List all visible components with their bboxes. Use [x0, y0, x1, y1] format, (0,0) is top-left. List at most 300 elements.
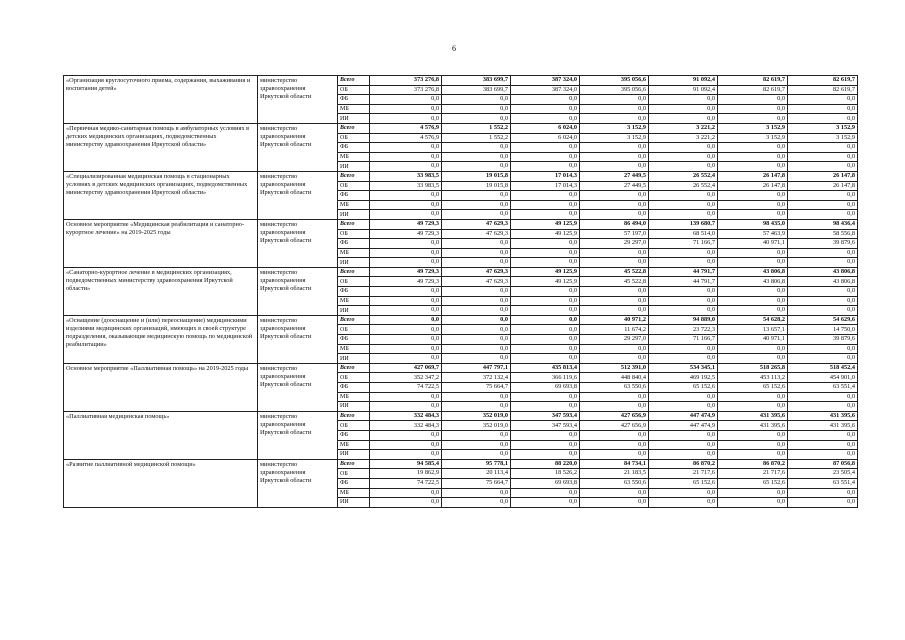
- funding-value: 40 971,2: [580, 315, 649, 325]
- funding-value: 352 019,0: [442, 411, 511, 421]
- funding-value: 0,0: [511, 143, 580, 153]
- funding-value: 0,0: [788, 95, 858, 105]
- activity-name: «Организация круглосуточного приема, содержания, выхаживания и воспитания детей»: [64, 76, 258, 124]
- responsible-executor: министерство здравоохранения Иркутской области: [258, 219, 338, 267]
- funding-value: 0,0: [370, 210, 442, 220]
- funding-value: 0,0: [511, 258, 580, 268]
- funding-value: 0,0: [718, 114, 788, 124]
- funding-value: 0,0: [442, 239, 511, 249]
- funding-value: 512 391,0: [580, 363, 649, 373]
- responsible-executor: министерство здравоохранения Иркутской области: [258, 363, 338, 411]
- funding-value: 0,0: [580, 392, 649, 402]
- funding-value: 0,0: [718, 392, 788, 402]
- funding-source: ОБ: [338, 373, 370, 383]
- funding-value: 431 395,6: [788, 421, 858, 431]
- funding-value: 71 166,7: [649, 239, 718, 249]
- funding-value: 47 629,3: [442, 219, 511, 229]
- activity-name: «Развитие паллиативной медицинской помощи»: [64, 459, 258, 507]
- funding-value: 39 879,6: [788, 335, 858, 345]
- funding-value: 366 119,6: [511, 373, 580, 383]
- funding-value: 91 092,4: [649, 85, 718, 95]
- funding-value: 454 901,0: [788, 373, 858, 383]
- funding-value: 4 576,9: [370, 123, 442, 133]
- funding-value: 0,0: [649, 104, 718, 114]
- funding-value: 0,0: [649, 498, 718, 508]
- funding-value: 0,0: [718, 162, 788, 172]
- funding-value: 82 619,7: [788, 76, 858, 86]
- funding-source: ФБ: [338, 287, 370, 297]
- funding-value: 0,0: [788, 200, 858, 210]
- funding-source: ФБ: [338, 383, 370, 393]
- funding-value: 3 152,9: [788, 123, 858, 133]
- funding-value: 54 628,2: [718, 315, 788, 325]
- budget-table: [63, 75, 858, 508]
- funding-value: 0,0: [788, 104, 858, 114]
- activity-name: «Специализированная медицинская помощь в стационарных условиях в детских медицинских организациях, подведомственных министерству здравоохранения Иркутской области»: [64, 171, 258, 219]
- funding-value: 0,0: [370, 335, 442, 345]
- funding-value: 0,0: [442, 325, 511, 335]
- funding-value: 0,0: [788, 450, 858, 460]
- funding-value: 0,0: [788, 248, 858, 258]
- funding-value: 3 152,9: [580, 133, 649, 143]
- funding-value: 54 629,6: [788, 315, 858, 325]
- funding-value: 431 395,6: [718, 411, 788, 421]
- funding-source: МБ: [338, 248, 370, 258]
- funding-source: МБ: [338, 488, 370, 498]
- funding-source: ОБ: [338, 277, 370, 287]
- funding-value: 0,0: [442, 200, 511, 210]
- funding-source: ФБ: [338, 143, 370, 153]
- funding-value: 0,0: [649, 344, 718, 354]
- funding-value: 0,0: [580, 450, 649, 460]
- funding-value: 0,0: [580, 200, 649, 210]
- funding-value: 0,0: [580, 248, 649, 258]
- funding-value: 0,0: [370, 488, 442, 498]
- table-row: [64, 411, 858, 421]
- funding-value: 0,0: [718, 430, 788, 440]
- funding-value: 0,0: [580, 296, 649, 306]
- funding-value: 0,0: [370, 191, 442, 201]
- funding-value: 0,0: [511, 296, 580, 306]
- funding-value: 0,0: [718, 450, 788, 460]
- funding-value: 0,0: [788, 306, 858, 316]
- funding-value: 427 069,7: [370, 363, 442, 373]
- funding-value: 68 514,0: [649, 229, 718, 239]
- funding-value: 3 152,9: [580, 123, 649, 133]
- funding-value: 0,0: [442, 392, 511, 402]
- funding-source: МБ: [338, 440, 370, 450]
- funding-value: 0,0: [788, 152, 858, 162]
- funding-value: 0,0: [511, 104, 580, 114]
- funding-value: 43 806,8: [718, 267, 788, 277]
- funding-value: 0,0: [788, 354, 858, 364]
- funding-value: 0,0: [718, 210, 788, 220]
- funding-value: 65 152,6: [649, 383, 718, 393]
- funding-value: 21 183,5: [580, 469, 649, 479]
- funding-value: 63 550,6: [580, 478, 649, 488]
- funding-value: 0,0: [370, 152, 442, 162]
- funding-value: 0,0: [718, 143, 788, 153]
- funding-value: 69 693,8: [511, 383, 580, 393]
- funding-value: 0,0: [442, 104, 511, 114]
- funding-source: Всего: [338, 411, 370, 421]
- funding-value: 20 113,4: [442, 469, 511, 479]
- funding-value: 0,0: [370, 239, 442, 249]
- funding-value: 0,0: [580, 402, 649, 412]
- activity-name: «Первичная медико-санитарная помощь в амбулаторных условиях в детских медицинских организациях, подведомственных министерству здравоохранения Иркутской области»: [64, 123, 258, 171]
- funding-value: 57 197,0: [580, 229, 649, 239]
- activity-name: «Оснащение (дооснащение и (или) переоснащение) медицинскими изделиями медицинских организаций, имеющих в своей структуре подразделения, оказывающие медицинскую помощь по медицинской реабилитации»: [64, 315, 258, 363]
- funding-value: 29 297,0: [580, 335, 649, 345]
- funding-value: 0,0: [580, 306, 649, 316]
- funding-value: 0,0: [788, 498, 858, 508]
- table-row: [64, 363, 858, 373]
- table-row: [64, 315, 858, 325]
- funding-value: 0,0: [370, 392, 442, 402]
- funding-source: ОБ: [338, 229, 370, 239]
- funding-value: 0,0: [442, 210, 511, 220]
- funding-value: 0,0: [580, 152, 649, 162]
- funding-value: 0,0: [718, 152, 788, 162]
- funding-source: ОБ: [338, 85, 370, 95]
- funding-value: 0,0: [442, 488, 511, 498]
- funding-source: Всего: [338, 315, 370, 325]
- funding-value: 0,0: [718, 258, 788, 268]
- funding-value: 26 552,4: [649, 181, 718, 191]
- funding-value: 40 971,1: [718, 335, 788, 345]
- funding-value: 0,0: [718, 200, 788, 210]
- responsible-executor: министерство здравоохранения Иркутской области: [258, 315, 338, 363]
- funding-value: 0,0: [370, 430, 442, 440]
- funding-value: 0,0: [370, 258, 442, 268]
- funding-value: 0,0: [788, 287, 858, 297]
- responsible-executor: министерство здравоохранения Иркутской области: [258, 267, 338, 315]
- funding-value: 0,0: [442, 143, 511, 153]
- funding-value: 0,0: [442, 440, 511, 450]
- funding-value: 0,0: [788, 296, 858, 306]
- funding-source: ИИ: [338, 258, 370, 268]
- table-row: [64, 267, 858, 277]
- funding-value: 0,0: [370, 450, 442, 460]
- funding-value: 0,0: [788, 430, 858, 440]
- responsible-executor: министерство здравоохранения Иркутской области: [258, 171, 338, 219]
- funding-value: 0,0: [511, 335, 580, 345]
- funding-value: 0,0: [649, 200, 718, 210]
- funding-value: 63 551,4: [788, 478, 858, 488]
- funding-value: 469 192,5: [649, 373, 718, 383]
- funding-value: 74 722,5: [370, 478, 442, 488]
- funding-value: 395 056,6: [580, 85, 649, 95]
- funding-value: 0,0: [718, 402, 788, 412]
- funding-value: 63 550,6: [580, 383, 649, 393]
- funding-value: 17 014,3: [511, 181, 580, 191]
- funding-value: 0,0: [580, 430, 649, 440]
- funding-value: 0,0: [649, 95, 718, 105]
- funding-value: 0,0: [511, 392, 580, 402]
- funding-value: 0,0: [511, 95, 580, 105]
- funding-value: 0,0: [511, 315, 580, 325]
- funding-value: 0,0: [718, 344, 788, 354]
- funding-value: 65 152,6: [718, 478, 788, 488]
- funding-value: 0,0: [370, 306, 442, 316]
- responsible-executor: министерство здравоохранения Иркутской области: [258, 459, 338, 507]
- funding-value: 75 664,7: [442, 478, 511, 488]
- activity-name: «Паллиативная медицинская помощь»: [64, 411, 258, 459]
- funding-value: 19 015,8: [442, 171, 511, 181]
- funding-value: 3 221,2: [649, 123, 718, 133]
- funding-value: 0,0: [649, 248, 718, 258]
- funding-value: 49 125,9: [511, 219, 580, 229]
- funding-value: 3 152,9: [718, 133, 788, 143]
- funding-value: 0,0: [580, 95, 649, 105]
- funding-value: 373 276,8: [370, 76, 442, 86]
- funding-value: 352 347,2: [370, 373, 442, 383]
- funding-value: 0,0: [370, 315, 442, 325]
- funding-source: МБ: [338, 104, 370, 114]
- funding-value: 0,0: [718, 354, 788, 364]
- funding-value: 0,0: [718, 248, 788, 258]
- funding-value: 0,0: [580, 210, 649, 220]
- funding-source: ИИ: [338, 162, 370, 172]
- funding-value: 0,0: [511, 430, 580, 440]
- funding-value: 0,0: [511, 114, 580, 124]
- funding-source: ИИ: [338, 114, 370, 124]
- funding-value: 49 729,3: [370, 277, 442, 287]
- funding-value: 534 345,1: [649, 363, 718, 373]
- funding-value: 0,0: [442, 296, 511, 306]
- funding-value: 0,0: [442, 354, 511, 364]
- funding-value: 0,0: [788, 162, 858, 172]
- funding-value: 518 452,4: [788, 363, 858, 373]
- funding-value: 427 656,9: [580, 411, 649, 421]
- funding-value: 26 147,8: [788, 181, 858, 191]
- funding-value: 0,0: [718, 287, 788, 297]
- funding-value: 447 797,1: [442, 363, 511, 373]
- funding-source: ИИ: [338, 354, 370, 364]
- funding-value: 58 556,8: [788, 229, 858, 239]
- funding-value: 448 840,4: [580, 373, 649, 383]
- funding-value: 94 585,4: [370, 459, 442, 469]
- funding-value: 27 449,5: [580, 171, 649, 181]
- funding-value: 347 593,4: [511, 421, 580, 431]
- funding-value: 3 152,9: [718, 123, 788, 133]
- funding-value: 0,0: [649, 162, 718, 172]
- funding-value: 0,0: [442, 191, 511, 201]
- funding-value: 82 619,7: [718, 85, 788, 95]
- funding-value: 49 125,9: [511, 229, 580, 239]
- funding-source: ФБ: [338, 430, 370, 440]
- funding-value: 74 722,5: [370, 383, 442, 393]
- funding-value: 23 722,3: [649, 325, 718, 335]
- funding-value: 0,0: [511, 162, 580, 172]
- funding-value: 387 324,0: [511, 76, 580, 86]
- funding-value: 47 629,3: [442, 267, 511, 277]
- funding-value: 63 551,4: [788, 383, 858, 393]
- funding-value: 0,0: [370, 498, 442, 508]
- table-row: [64, 123, 858, 133]
- funding-source: Всего: [338, 267, 370, 277]
- funding-source: МБ: [338, 200, 370, 210]
- funding-value: 0,0: [580, 354, 649, 364]
- funding-value: 84 734,1: [580, 459, 649, 469]
- funding-value: 0,0: [580, 488, 649, 498]
- funding-value: 47 629,3: [442, 277, 511, 287]
- funding-value: 0,0: [580, 104, 649, 114]
- responsible-executor: министерство здравоохранения Иркутской области: [258, 411, 338, 459]
- funding-value: 0,0: [370, 162, 442, 172]
- funding-value: 26 147,8: [718, 181, 788, 191]
- funding-value: 0,0: [442, 152, 511, 162]
- funding-value: 13 657,1: [718, 325, 788, 335]
- funding-value: 43 806,8: [718, 277, 788, 287]
- funding-value: 0,0: [442, 114, 511, 124]
- funding-value: 435 813,4: [511, 363, 580, 373]
- funding-value: 0,0: [442, 450, 511, 460]
- funding-value: 0,0: [370, 248, 442, 258]
- funding-value: 0,0: [511, 344, 580, 354]
- funding-value: 11 674,2: [580, 325, 649, 335]
- funding-value: 0,0: [580, 287, 649, 297]
- funding-value: 352 019,0: [442, 421, 511, 431]
- funding-value: 0,0: [649, 440, 718, 450]
- funding-value: 0,0: [788, 344, 858, 354]
- funding-source: ОБ: [338, 133, 370, 143]
- funding-value: 65 152,6: [718, 383, 788, 393]
- funding-value: 49 729,3: [370, 219, 442, 229]
- funding-value: 82 619,7: [718, 76, 788, 86]
- funding-value: 0,0: [511, 402, 580, 412]
- funding-value: 44 791,7: [649, 277, 718, 287]
- funding-value: 431 395,6: [718, 421, 788, 431]
- funding-value: 0,0: [442, 402, 511, 412]
- funding-value: 0,0: [718, 440, 788, 450]
- page-number: 6: [452, 44, 456, 53]
- funding-value: 0,0: [442, 315, 511, 325]
- funding-value: 0,0: [649, 287, 718, 297]
- funding-source: Всего: [338, 123, 370, 133]
- funding-value: 0,0: [788, 440, 858, 450]
- funding-source: ИИ: [338, 498, 370, 508]
- funding-value: 0,0: [649, 152, 718, 162]
- funding-source: ОБ: [338, 421, 370, 431]
- funding-value: 427 656,9: [580, 421, 649, 431]
- funding-value: 383 699,7: [442, 85, 511, 95]
- funding-value: 373 276,8: [370, 85, 442, 95]
- funding-source: ИИ: [338, 306, 370, 316]
- funding-value: 0,0: [788, 392, 858, 402]
- funding-value: 86 870,2: [718, 459, 788, 469]
- funding-value: 0,0: [370, 325, 442, 335]
- funding-value: 71 166,7: [649, 335, 718, 345]
- funding-value: 0,0: [442, 498, 511, 508]
- funding-value: 91 092,4: [649, 76, 718, 86]
- activity-name: Основное мероприятие «Паллиативная помощь» на 2019-2025 годы: [64, 363, 258, 411]
- funding-value: 0,0: [442, 258, 511, 268]
- funding-value: 21 717,6: [649, 469, 718, 479]
- funding-value: 44 791,7: [649, 267, 718, 277]
- funding-value: 0,0: [649, 354, 718, 364]
- funding-value: 0,0: [370, 104, 442, 114]
- funding-value: 0,0: [511, 287, 580, 297]
- funding-value: 18 526,2: [511, 469, 580, 479]
- funding-value: 0,0: [649, 143, 718, 153]
- funding-value: 0,0: [511, 191, 580, 201]
- funding-value: 0,0: [511, 325, 580, 335]
- funding-value: 0,0: [718, 296, 788, 306]
- funding-value: 0,0: [442, 248, 511, 258]
- funding-source: ОБ: [338, 181, 370, 191]
- responsible-executor: министерство здравоохранения Иркутской области: [258, 123, 338, 171]
- funding-value: 0,0: [649, 306, 718, 316]
- funding-value: 0,0: [788, 114, 858, 124]
- funding-value: 0,0: [511, 440, 580, 450]
- funding-value: 98 435,0: [718, 219, 788, 229]
- funding-value: 0,0: [511, 239, 580, 249]
- funding-value: 6 024,0: [511, 123, 580, 133]
- funding-value: 17 014,3: [511, 171, 580, 181]
- funding-value: 0,0: [649, 402, 718, 412]
- activity-name: «Санаторно-курортное лечение в медицинских организациях, подведомственных министерству здравоохранения Иркутской области»: [64, 267, 258, 315]
- funding-value: 447 474,9: [649, 411, 718, 421]
- funding-value: 0,0: [788, 143, 858, 153]
- funding-value: 43 806,8: [788, 267, 858, 277]
- funding-value: 518 265,8: [718, 363, 788, 373]
- funding-value: 0,0: [370, 287, 442, 297]
- funding-source: ИИ: [338, 402, 370, 412]
- funding-value: 0,0: [580, 162, 649, 172]
- funding-value: 19 015,8: [442, 181, 511, 191]
- funding-value: 49 125,9: [511, 267, 580, 277]
- funding-value: 26 147,8: [718, 171, 788, 181]
- funding-source: МБ: [338, 152, 370, 162]
- funding-source: МБ: [338, 296, 370, 306]
- funding-value: 1 552,2: [442, 133, 511, 143]
- funding-value: 49 125,9: [511, 277, 580, 287]
- funding-value: 45 522,8: [580, 277, 649, 287]
- funding-value: 0,0: [370, 143, 442, 153]
- funding-value: 0,0: [442, 287, 511, 297]
- funding-value: 0,0: [580, 191, 649, 201]
- funding-value: 43 806,8: [788, 277, 858, 287]
- funding-value: 0,0: [580, 344, 649, 354]
- funding-source: ОБ: [338, 325, 370, 335]
- funding-value: 6 024,0: [511, 133, 580, 143]
- funding-source: Всего: [338, 459, 370, 469]
- responsible-executor: министерство здравоохранения Иркутской области: [258, 76, 338, 124]
- funding-source: Всего: [338, 363, 370, 373]
- funding-value: 86 494,0: [580, 219, 649, 229]
- funding-source: Всего: [338, 219, 370, 229]
- funding-value: 0,0: [442, 306, 511, 316]
- table-row: [64, 219, 858, 229]
- funding-value: 1 552,2: [442, 123, 511, 133]
- funding-value: 27 449,5: [580, 181, 649, 191]
- funding-value: 33 983,5: [370, 181, 442, 191]
- funding-value: 0,0: [580, 258, 649, 268]
- funding-source: МБ: [338, 344, 370, 354]
- funding-value: 75 664,7: [442, 383, 511, 393]
- funding-value: 0,0: [370, 402, 442, 412]
- funding-value: 0,0: [580, 143, 649, 153]
- funding-value: 0,0: [511, 306, 580, 316]
- funding-value: 139 680,7: [649, 219, 718, 229]
- funding-value: 88 220,0: [511, 459, 580, 469]
- funding-value: 0,0: [718, 498, 788, 508]
- funding-source: ФБ: [338, 478, 370, 488]
- funding-value: 0,0: [511, 248, 580, 258]
- funding-value: 0,0: [370, 354, 442, 364]
- funding-value: 26 147,8: [788, 171, 858, 181]
